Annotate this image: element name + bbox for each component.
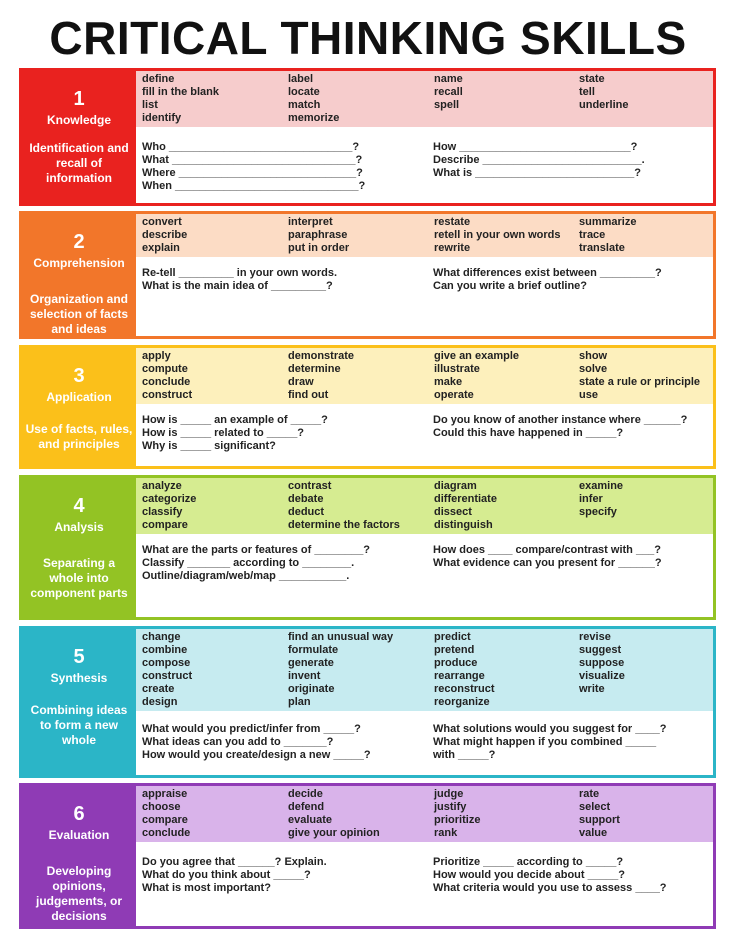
verb: select [579,801,611,813]
question-column [433,856,713,926]
question: How does ____ compare/contrast with ___? [433,544,662,556]
question: Can you write a brief outline? [433,280,588,292]
verb-column [579,480,713,534]
question: How would you decide about _____? [433,869,625,881]
verb: compare [142,814,188,826]
question: What ideas can you add to _______? [142,736,334,748]
section-analysis [19,475,716,620]
verb: analyze [142,480,182,492]
verb: conclude [142,376,191,388]
question-column [142,723,433,775]
verb-column [434,350,579,404]
verb-column [288,788,434,842]
verb: dissect [434,506,472,518]
verb: classify [142,506,183,518]
question: How ____________________________? [433,141,638,153]
verb: create [142,683,175,695]
verb: generate [288,657,334,669]
question: Re-tell _________ in your own words. [142,267,338,279]
question-column [433,267,713,336]
verb: explain [142,242,180,254]
verb: distinguish [434,519,493,531]
verb: spell [434,99,460,111]
verb: construct [142,670,193,682]
level-name: Synthesis [50,671,108,685]
verb-list [136,629,713,711]
verb: plan [288,696,311,708]
verb-column [288,73,434,127]
verb: invent [288,670,321,682]
level-number: 1 [73,88,85,110]
verb: rewrite [434,242,471,254]
section-knowledge [19,68,716,206]
verb-column [288,631,434,711]
level-name: Application [46,390,112,404]
verb: determine [288,363,341,375]
level-number: 2 [73,231,85,253]
question: What do you think about _____? [142,869,311,881]
verb: find out [288,389,329,401]
level-label [22,629,136,775]
verb-list [136,478,713,534]
verb: draw [288,376,314,388]
question-prompts [136,842,713,926]
section-synthesis [19,626,716,778]
section-application [19,345,716,469]
verb: name [434,73,463,85]
verb-column [142,631,288,711]
verb: retell in your own words [434,229,561,241]
level-label [22,786,136,926]
question: How is _____ related to _____? [142,427,305,439]
verb: paraphrase [288,229,348,241]
verb-list [136,71,713,127]
question: Could this have happened in _____? [433,427,624,439]
level-name: Comprehension [33,256,125,270]
verb-column [288,350,434,404]
verb-list [136,786,713,842]
question-column [142,141,433,203]
verb: categorize [142,493,197,505]
level-label [22,348,136,466]
verb: write [579,683,605,695]
question: Outline/diagram/web/map ___________. [142,570,350,582]
verb-column [579,788,713,842]
verb-column [579,631,713,711]
question: Where _____________________________? [142,167,363,179]
verb-column [288,480,434,534]
verb-column [434,631,579,711]
question: What are the parts or features of ________? [142,544,371,556]
verb: reorganize [434,696,490,708]
verb-column [579,216,713,257]
section-evaluation [19,783,716,929]
verb: label [288,73,314,85]
level-description: Organization and selection of facts and ideas [29,292,129,336]
verb-column [142,788,288,842]
question: What differences exist between _________? [433,267,662,279]
verb: solve [579,363,608,375]
level-label [22,478,136,617]
verb: memorize [288,112,340,124]
verb: compose [142,657,191,669]
question-prompts [136,711,713,775]
question-column [433,723,713,775]
verb: recall [434,86,463,98]
question-prompts [136,257,713,336]
level-description: Identification and recall of information [29,141,129,185]
page-title: CRITICAL THINKING SKILLS [49,12,687,64]
verb: formulate [288,644,339,656]
question-prompts [136,127,713,203]
verb: judge [434,788,464,800]
verb: value [579,827,608,839]
question-prompts [136,404,713,466]
verb-column [142,73,288,127]
question: Who ______________________________? [142,141,360,153]
question: Do you agree that ______? Explain. [142,856,327,868]
question: Classify _______ according to ________. [142,557,355,569]
level-name: Analysis [54,520,104,534]
question-column [142,856,433,926]
verb: combine [142,644,188,656]
verb: demonstrate [288,350,355,362]
question: Why is _____ significant? [142,440,276,452]
verb: originate [288,683,335,695]
verb: contrast [288,480,332,492]
level-number: 4 [73,495,85,517]
verb: change [142,631,181,643]
verb-column [579,73,713,127]
level-number: 3 [73,365,85,387]
verb: specify [579,506,617,518]
question-column [433,544,713,617]
verb-column [579,350,713,404]
question-column [142,544,433,617]
verb: describe [142,229,188,241]
level-description: Developing opinions, judgements, or decisions [35,864,122,923]
verb: compare [142,519,188,531]
verb: infer [579,493,603,505]
verb: design [142,696,178,708]
verb: rate [579,788,600,800]
verb: decide [288,788,323,800]
verb: revise [579,631,611,643]
verb: tell [579,86,595,98]
level-name: Knowledge [46,113,111,127]
verb: match [288,99,321,111]
verb: apply [142,350,171,362]
verb: conclude [142,827,191,839]
question: What is most important? [142,882,271,894]
question-column [142,267,433,336]
verb: visualize [579,670,625,682]
verb: fill in the blank [142,86,220,98]
question: What criteria would you use to assess ____? [433,882,667,894]
question: Prioritize _____ according to _____? [433,856,624,868]
verb: appraise [142,788,188,800]
level-name: Evaluation [48,828,110,842]
verb: predict [434,631,471,643]
verb-list [136,348,713,404]
verb: give your opinion [288,827,380,839]
verb-column [142,480,288,534]
question-column [433,414,713,466]
verb: examine [579,480,624,492]
verb: define [142,73,175,85]
verb: support [579,814,620,826]
question: What might happen if you combined _____ [433,736,657,748]
question-column [433,141,713,203]
level-number: 6 [73,803,85,825]
question: How is _____ an example of _____? [142,414,328,426]
question: What would you predict/infer from _____? [142,723,361,735]
verb: justify [434,801,467,813]
verb-column [434,788,579,842]
verb: restate [434,216,471,228]
verb: convert [142,216,182,228]
verb: differentiate [434,493,497,505]
question-column [142,414,433,466]
verb: diagram [434,480,477,492]
verb: rearrange [434,670,485,682]
level-description: Separating a whole into component parts [30,556,128,600]
level-label [22,214,136,336]
verb: compute [142,363,188,375]
verb: find an unusual way [288,631,394,643]
verb: deduct [288,506,325,518]
verb: translate [579,242,625,254]
verb: produce [434,657,478,669]
verb-column [142,216,288,257]
verb: trace [579,229,606,241]
verb: suppose [579,657,625,669]
verb-column [142,350,288,404]
question: What is __________________________? [433,167,641,179]
verb: choose [142,801,181,813]
verb: state [579,73,605,85]
verb-list [136,214,713,257]
verb: show [579,350,608,362]
verb: pretend [434,644,475,656]
question: What solutions would you suggest for ____? [433,723,667,735]
verb: make [434,376,463,388]
level-number: 5 [73,646,85,668]
verb: determine the factors [288,519,400,531]
level-description: Combining ideas to form a new whole [30,703,128,747]
verb: state a rule or principle [579,376,701,388]
verb: reconstruct [434,683,495,695]
verb: illustrate [434,363,480,375]
verb: rank [434,827,458,839]
verb: debate [288,493,324,505]
level-description: Use of facts, rules, and principles [25,422,133,451]
verb: prioritize [434,814,481,826]
verb: locate [288,86,320,98]
verb: identify [142,112,182,124]
question-prompts [136,534,713,617]
verb: give an example [434,350,519,362]
verb: summarize [579,216,637,228]
verb: construct [142,389,193,401]
verb-column [434,216,579,257]
question: How would you create/design a new _____? [142,749,371,761]
verb: interpret [288,216,333,228]
verb-column [288,216,434,257]
verb: use [579,389,598,401]
question: Do you know of another instance where ______? [433,414,688,426]
verb: evaluate [288,814,333,826]
verb-column [434,480,579,534]
verb: put in order [288,242,350,254]
question: What is the main idea of _________? [142,280,333,292]
question: What evidence can you present for ______? [433,557,662,569]
verb: list [142,99,158,111]
question: What ______________________________? [142,154,363,166]
verb: operate [434,389,474,401]
verb-column [434,73,579,127]
verb: defend [288,801,325,813]
question: Describe __________________________. [433,154,645,166]
question: with _____? [433,749,496,761]
verb: suggest [579,644,622,656]
section-comprehension [19,211,716,339]
level-label [22,71,136,203]
verb: underline [579,99,629,111]
question: When ______________________________? [142,180,366,192]
